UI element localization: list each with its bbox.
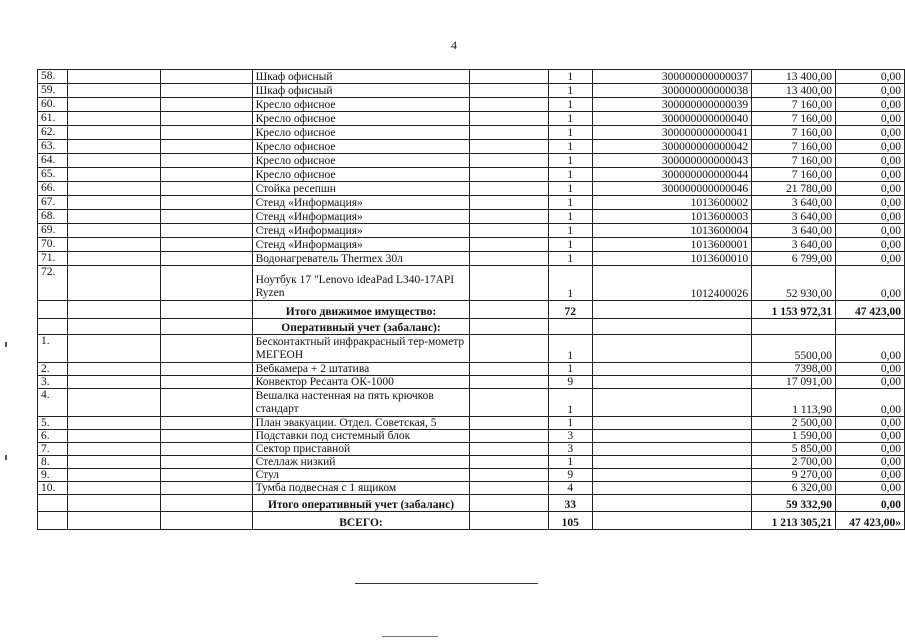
empty-cell xyxy=(470,319,548,335)
item-name-cell: Конвектор Ресанта ОК-1000 xyxy=(252,376,470,389)
row-number-cell: 7. xyxy=(38,443,68,456)
quantity-cell: 105 xyxy=(548,512,592,530)
table-row xyxy=(38,482,905,495)
empty-cell xyxy=(161,482,252,495)
empty-cell xyxy=(67,301,160,319)
empty-cell xyxy=(67,196,160,210)
quantity-cell: 72 xyxy=(548,301,592,319)
inventory-number-cell: 300000000000041 xyxy=(592,126,751,140)
table-row xyxy=(38,126,905,140)
item-name-cell: Стенд «Информация» xyxy=(252,196,470,210)
row-number-cell: 70. xyxy=(38,238,68,252)
empty-cell xyxy=(161,335,252,363)
item-name-cell: Стул xyxy=(252,469,470,482)
empty-cell xyxy=(470,126,548,140)
table-row xyxy=(38,417,905,430)
empty-cell xyxy=(161,266,252,301)
item-name-cell: Стенд «Информация» xyxy=(252,224,470,238)
empty-cell xyxy=(161,154,252,168)
empty-cell xyxy=(161,252,252,266)
amortization-cell: 0,00 xyxy=(836,363,905,376)
table-row xyxy=(38,430,905,443)
row-number-cell: 8. xyxy=(38,456,68,469)
amortization-cell: 0,00 xyxy=(836,70,905,84)
amortization-cell: 0,00 xyxy=(836,482,905,495)
amortization-cell xyxy=(836,319,905,335)
table-row xyxy=(38,112,905,126)
amount-cell: 7398,00 xyxy=(752,363,836,376)
row-number-cell xyxy=(38,301,68,319)
empty-cell xyxy=(470,112,548,126)
empty-cell xyxy=(67,168,160,182)
item-name-cell: Ноутбук 17 "Lenovo ideaPad L340-17API Ryzen xyxy=(252,266,470,301)
table-row xyxy=(38,210,905,224)
quantity-cell: 1 xyxy=(548,112,592,126)
inventory-number-cell: 1013600004 xyxy=(592,224,751,238)
empty-cell xyxy=(161,469,252,482)
quantity-cell: 9 xyxy=(548,376,592,389)
offbalance-total-row xyxy=(38,495,905,512)
empty-cell xyxy=(67,70,160,84)
row-number-cell: 58. xyxy=(38,70,68,84)
item-name-cell: Кресло офисное xyxy=(252,98,470,112)
row-number-cell: 6. xyxy=(38,430,68,443)
amount-cell: 3 640,00 xyxy=(752,238,836,252)
row-number-cell: 2. xyxy=(38,363,68,376)
table-row xyxy=(38,84,905,98)
empty-cell xyxy=(67,443,160,456)
inventory-number-cell xyxy=(592,376,751,389)
quantity-cell: 9 xyxy=(548,469,592,482)
table-row xyxy=(38,182,905,196)
amortization-cell: 47 423,00» xyxy=(836,512,905,530)
quantity-cell: 1 xyxy=(548,238,592,252)
empty-cell xyxy=(470,301,548,319)
empty-cell xyxy=(67,469,160,482)
inventory-number-cell xyxy=(592,443,751,456)
amount-cell: 1 590,00 xyxy=(752,430,836,443)
empty-cell xyxy=(67,512,160,530)
inventory-number-cell: 300000000000046 xyxy=(592,182,751,196)
item-name-cell: Шкаф офисный xyxy=(252,84,470,98)
empty-cell xyxy=(67,456,160,469)
inventory-number-cell xyxy=(592,335,751,363)
item-name-cell: Кресло офисное xyxy=(252,154,470,168)
amortization-cell: 0,00 xyxy=(836,443,905,456)
amortization-cell: 0,00 xyxy=(836,252,905,266)
inventory-number-cell xyxy=(592,430,751,443)
empty-cell xyxy=(161,182,252,196)
empty-cell xyxy=(161,98,252,112)
inventory-number-cell: 300000000000044 xyxy=(592,168,751,182)
amortization-cell: 0,00 xyxy=(836,238,905,252)
amount-cell: 59 332,90 xyxy=(752,495,836,512)
empty-cell xyxy=(67,266,160,301)
inventory-number-cell: 300000000000042 xyxy=(592,140,751,154)
row-number-cell: 61. xyxy=(38,112,68,126)
row-number-cell: 4. xyxy=(38,389,68,417)
amount-cell: 6 799,00 xyxy=(752,252,836,266)
amount-cell: 1 153 972,31 xyxy=(752,301,836,319)
amount-cell: 13 400,00 xyxy=(752,70,836,84)
empty-cell xyxy=(161,389,252,417)
row-number-cell: 10. xyxy=(38,482,68,495)
item-name-cell: Кресло офисное xyxy=(252,126,470,140)
amortization-cell: 0,00 xyxy=(836,112,905,126)
bottom-mark xyxy=(382,636,438,637)
quantity-cell: 1 xyxy=(548,98,592,112)
empty-cell xyxy=(67,84,160,98)
row-number-cell: 64. xyxy=(38,154,68,168)
empty-cell xyxy=(161,238,252,252)
row-number-cell xyxy=(38,512,68,530)
amount-cell: 7 160,00 xyxy=(752,140,836,154)
amount-cell xyxy=(752,319,836,335)
quantity-cell: 1 xyxy=(548,266,592,301)
quantity-cell: 1 xyxy=(548,335,592,363)
property-table xyxy=(37,69,905,530)
empty-cell xyxy=(67,238,160,252)
amortization-cell: 0,00 xyxy=(836,196,905,210)
empty-cell xyxy=(161,376,252,389)
table-row xyxy=(38,389,905,417)
item-name-cell: Стеллаж низкий xyxy=(252,456,470,469)
table-body xyxy=(38,70,905,530)
row-number-cell: 71. xyxy=(38,252,68,266)
item-name-cell: Итого оперативный учет (забаланс) xyxy=(252,495,470,512)
item-name-cell: Водонагреватель Thermex 30л xyxy=(252,252,470,266)
empty-cell xyxy=(470,210,548,224)
empty-cell xyxy=(67,112,160,126)
quantity-cell: 1 xyxy=(548,126,592,140)
inventory-number-cell xyxy=(592,456,751,469)
amortization-cell: 0,00 xyxy=(836,98,905,112)
item-name-cell: Бесконтактный инфракрасный тер-мометр МЕГЕОН xyxy=(252,335,470,363)
item-name-cell: Подставки под системный блок xyxy=(252,430,470,443)
amount-cell: 3 640,00 xyxy=(752,224,836,238)
item-name-cell: Тумба подвесная с 1 ящиком xyxy=(252,482,470,495)
item-name-cell: Шкаф офисный xyxy=(252,70,470,84)
empty-cell xyxy=(161,430,252,443)
empty-cell xyxy=(67,389,160,417)
item-name-cell: План эвакуации. Отдел. Советская, 5 xyxy=(252,417,470,430)
empty-cell xyxy=(470,430,548,443)
quantity-cell: 1 xyxy=(548,456,592,469)
empty-cell xyxy=(67,430,160,443)
empty-cell xyxy=(470,224,548,238)
empty-cell xyxy=(67,126,160,140)
inventory-number-cell: 300000000000040 xyxy=(592,112,751,126)
empty-cell xyxy=(161,319,252,335)
amount-cell: 1 213 305,21 xyxy=(752,512,836,530)
row-number-cell: 1. xyxy=(38,335,68,363)
table-row xyxy=(38,196,905,210)
empty-cell xyxy=(161,512,252,530)
amount-cell: 7 160,00 xyxy=(752,154,836,168)
amortization-cell: 0,00 xyxy=(836,154,905,168)
item-name-cell: Стенд «Информация» xyxy=(252,210,470,224)
empty-cell xyxy=(470,182,548,196)
empty-cell xyxy=(161,417,252,430)
amortization-cell: 0,00 xyxy=(836,417,905,430)
amortization-cell: 0,00 xyxy=(836,389,905,417)
table-row xyxy=(38,140,905,154)
row-number-cell: 5. xyxy=(38,417,68,430)
row-number-cell: 66. xyxy=(38,182,68,196)
quantity-cell: 1 xyxy=(548,70,592,84)
amount-cell: 7 160,00 xyxy=(752,98,836,112)
empty-cell xyxy=(67,224,160,238)
item-name-cell: Вешалка настенная на пять крючков стандарт xyxy=(252,389,470,417)
inventory-number-cell: 1012400026 xyxy=(592,266,751,301)
quantity-cell: 3 xyxy=(548,430,592,443)
item-name-cell: Кресло офисное xyxy=(252,112,470,126)
table-row xyxy=(38,469,905,482)
empty-cell xyxy=(161,443,252,456)
page-number: 4 xyxy=(451,38,457,52)
grand-total-row xyxy=(38,512,905,530)
quantity-cell: 1 xyxy=(548,140,592,154)
row-number-cell: 65. xyxy=(38,168,68,182)
offbalance-header-row xyxy=(38,319,905,335)
quantity-cell: 1 xyxy=(548,252,592,266)
empty-cell xyxy=(470,335,548,363)
quantity-cell: 1 xyxy=(548,154,592,168)
amount-cell: 3 640,00 xyxy=(752,210,836,224)
amortization-cell: 0,00 xyxy=(836,182,905,196)
item-name-cell: Сектор приставной xyxy=(252,443,470,456)
table-row xyxy=(38,98,905,112)
amortization-cell: 47 423,00 xyxy=(836,301,905,319)
empty-cell xyxy=(67,210,160,224)
table-row xyxy=(38,376,905,389)
table-row xyxy=(38,168,905,182)
amortization-cell: 0,00 xyxy=(836,376,905,389)
row-number-cell: 9. xyxy=(38,469,68,482)
empty-cell xyxy=(67,319,160,335)
table-row xyxy=(38,443,905,456)
amortization-cell: 0,00 xyxy=(836,456,905,469)
movable-total-row xyxy=(38,301,905,319)
quantity-cell: 4 xyxy=(548,482,592,495)
item-name-cell: Стенд «Информация» xyxy=(252,238,470,252)
empty-cell xyxy=(161,196,252,210)
table-row xyxy=(38,335,905,363)
row-number-cell xyxy=(38,495,68,512)
amount-cell: 2 700,00 xyxy=(752,456,836,469)
amount-cell: 7 160,00 xyxy=(752,168,836,182)
empty-cell xyxy=(470,512,548,530)
amount-cell: 52 930,00 xyxy=(752,266,836,301)
item-name-cell: Стойка ресепшн xyxy=(252,182,470,196)
quantity-cell: 1 xyxy=(548,196,592,210)
table-row xyxy=(38,154,905,168)
empty-cell xyxy=(67,154,160,168)
quantity-cell: 1 xyxy=(548,417,592,430)
empty-cell xyxy=(161,112,252,126)
quantity-cell: 1 xyxy=(548,182,592,196)
empty-cell xyxy=(161,70,252,84)
amount-cell: 1 113,90 xyxy=(752,389,836,417)
amount-cell: 2 500,00 xyxy=(752,417,836,430)
inventory-number-cell xyxy=(592,495,751,512)
empty-cell xyxy=(161,301,252,319)
amortization-cell: 0,00 xyxy=(836,126,905,140)
inventory-number-cell: 300000000000039 xyxy=(592,98,751,112)
quantity-cell: 1 xyxy=(548,389,592,417)
item-name-cell: Кресло офисное xyxy=(252,140,470,154)
empty-cell xyxy=(161,210,252,224)
row-number-cell: 72. xyxy=(38,266,68,301)
quantity-cell: 33 xyxy=(548,495,592,512)
inventory-number-cell: 300000000000037 xyxy=(592,70,751,84)
quantity-cell: 1 xyxy=(548,363,592,376)
row-number-cell: 59. xyxy=(38,84,68,98)
amount-cell: 21 780,00 xyxy=(752,182,836,196)
empty-cell xyxy=(470,252,548,266)
amount-cell: 6 320,00 xyxy=(752,482,836,495)
amount-cell: 7 160,00 xyxy=(752,112,836,126)
empty-cell xyxy=(161,140,252,154)
empty-cell xyxy=(67,495,160,512)
inventory-number-cell xyxy=(592,417,751,430)
empty-cell xyxy=(470,196,548,210)
table-row xyxy=(38,238,905,252)
inventory-number-cell xyxy=(592,389,751,417)
empty-cell xyxy=(67,417,160,430)
empty-cell xyxy=(470,363,548,376)
row-number-cell: 69. xyxy=(38,224,68,238)
empty-cell xyxy=(161,456,252,469)
amortization-cell: 0,00 xyxy=(836,430,905,443)
quantity-cell: 1 xyxy=(548,224,592,238)
row-number-cell: 67. xyxy=(38,196,68,210)
empty-cell xyxy=(470,238,548,252)
empty-cell xyxy=(67,182,160,196)
empty-cell xyxy=(161,84,252,98)
item-name-cell: Кресло офисное xyxy=(252,168,470,182)
inventory-number-cell xyxy=(592,512,751,530)
empty-cell xyxy=(67,98,160,112)
inventory-number-cell: 300000000000043 xyxy=(592,154,751,168)
inventory-number-cell xyxy=(592,319,751,335)
inventory-number-cell xyxy=(592,301,751,319)
signature-line xyxy=(355,583,538,584)
table-row xyxy=(38,266,905,301)
table-row xyxy=(38,70,905,84)
empty-cell xyxy=(67,482,160,495)
quantity-cell xyxy=(548,319,592,335)
row-number-cell: 62. xyxy=(38,126,68,140)
empty-cell xyxy=(470,168,548,182)
empty-cell xyxy=(470,266,548,301)
amount-cell: 13 400,00 xyxy=(752,84,836,98)
empty-cell xyxy=(161,495,252,512)
row-number-cell: 63. xyxy=(38,140,68,154)
amount-cell: 7 160,00 xyxy=(752,126,836,140)
quantity-cell: 1 xyxy=(548,210,592,224)
margin-mark xyxy=(5,455,7,460)
row-number-cell: 68. xyxy=(38,210,68,224)
empty-cell xyxy=(161,168,252,182)
quantity-cell: 1 xyxy=(548,168,592,182)
amortization-cell: 0,00 xyxy=(836,335,905,363)
empty-cell xyxy=(470,482,548,495)
empty-cell xyxy=(470,154,548,168)
empty-cell xyxy=(470,140,548,154)
empty-cell xyxy=(470,495,548,512)
row-number-cell xyxy=(38,319,68,335)
amortization-cell: 0,00 xyxy=(836,495,905,512)
amortization-cell: 0,00 xyxy=(836,84,905,98)
empty-cell xyxy=(67,140,160,154)
amount-cell: 5500,00 xyxy=(752,335,836,363)
inventory-number-cell: 1013600003 xyxy=(592,210,751,224)
inventory-number-cell xyxy=(592,363,751,376)
empty-cell xyxy=(470,98,548,112)
empty-cell xyxy=(470,84,548,98)
inventory-number-cell: 1013600010 xyxy=(592,252,751,266)
inventory-number-cell: 1013600001 xyxy=(592,238,751,252)
item-name-cell: Итого движимое имущество: xyxy=(252,301,470,319)
empty-cell xyxy=(470,443,548,456)
inventory-number-cell: 300000000000038 xyxy=(592,84,751,98)
item-name-cell: Вебкамера + 2 штатива xyxy=(252,363,470,376)
amortization-cell: 0,00 xyxy=(836,266,905,301)
row-number-cell: 3. xyxy=(38,376,68,389)
empty-cell xyxy=(470,389,548,417)
amount-cell: 9 270,00 xyxy=(752,469,836,482)
inventory-number-cell xyxy=(592,469,751,482)
quantity-cell: 3 xyxy=(548,443,592,456)
table-row xyxy=(38,224,905,238)
table-row xyxy=(38,456,905,469)
empty-cell xyxy=(67,376,160,389)
amortization-cell: 0,00 xyxy=(836,140,905,154)
amortization-cell: 0,00 xyxy=(836,224,905,238)
empty-cell xyxy=(161,126,252,140)
empty-cell xyxy=(161,224,252,238)
inventory-number-cell xyxy=(592,482,751,495)
table-row xyxy=(38,252,905,266)
empty-cell xyxy=(161,363,252,376)
item-name-cell: ВСЕГО: xyxy=(252,512,470,530)
amount-cell: 5 850,00 xyxy=(752,443,836,456)
empty-cell xyxy=(67,335,160,363)
empty-cell xyxy=(470,469,548,482)
empty-cell xyxy=(67,363,160,376)
amortization-cell: 0,00 xyxy=(836,210,905,224)
inventory-number-cell: 1013600002 xyxy=(592,196,751,210)
amount-cell: 3 640,00 xyxy=(752,196,836,210)
empty-cell xyxy=(470,417,548,430)
empty-cell xyxy=(67,252,160,266)
quantity-cell: 1 xyxy=(548,84,592,98)
empty-cell xyxy=(470,456,548,469)
empty-cell xyxy=(470,376,548,389)
amortization-cell: 0,00 xyxy=(836,168,905,182)
amortization-cell: 0,00 xyxy=(836,469,905,482)
row-number-cell: 60. xyxy=(38,98,68,112)
margin-mark xyxy=(5,342,7,347)
table-row xyxy=(38,363,905,376)
amount-cell: 17 091,00 xyxy=(752,376,836,389)
item-name-cell: Оперативный учет (забаланс): xyxy=(252,319,470,335)
empty-cell xyxy=(470,70,548,84)
